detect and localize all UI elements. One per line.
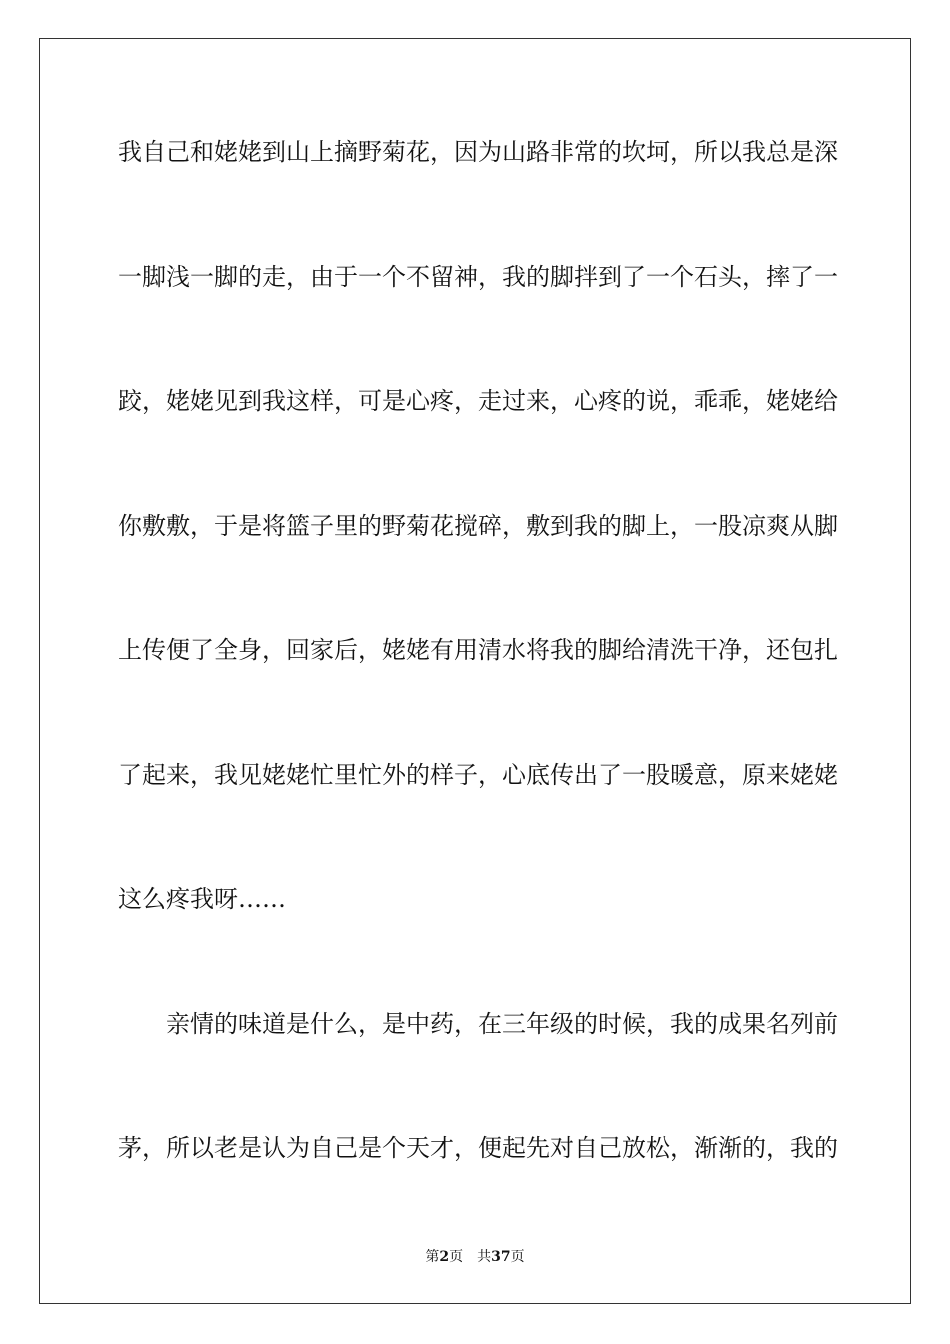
total-prefix: 共: [477, 1249, 492, 1265]
body-text-line-2: 一脚浅一脚的走，由于一个不留神，我的脚拌到了一个石头，摔了一: [118, 263, 838, 291]
page-prefix: 第: [425, 1249, 440, 1265]
body-text-line-9: 茅，所以老是认为自己是个天才，便起先对自己放松，渐渐的，我的: [118, 1134, 838, 1162]
total-pages: 37: [491, 1249, 511, 1265]
page-footer: [0, 1246, 950, 1266]
page-suffix: 页: [449, 1249, 464, 1265]
body-text-line-6: 了起来，我见姥姥忙里忙外的样子，心底传出了一股暖意，原来姥姥: [118, 761, 838, 789]
page-border: [39, 38, 911, 1304]
body-text-line-7: 这么疼我呀……: [118, 885, 286, 913]
paragraph-start-line: 亲情的味道是什么，是中药，在三年级的时候，我的成果名列前: [166, 1010, 838, 1038]
page-number: 2: [439, 1249, 450, 1265]
body-text-line-5: 上传便了全身，回家后，姥姥有用清水将我的脚给清洗干净，还包扎: [118, 636, 838, 664]
total-suffix: 页: [510, 1249, 525, 1265]
body-text-line-4: 你敷敷，于是将篮子里的野菊花搅碎，敷到我的脚上，一股凉爽从脚: [118, 512, 838, 540]
body-text-line-1: 我自己和姥姥到山上摘野菊花，因为山路非常的坎坷，所以我总是深: [118, 138, 838, 166]
body-text-line-3: 跤，姥姥见到我这样，可是心疼，走过来，心疼的说，乖乖，姥姥给: [118, 387, 838, 415]
